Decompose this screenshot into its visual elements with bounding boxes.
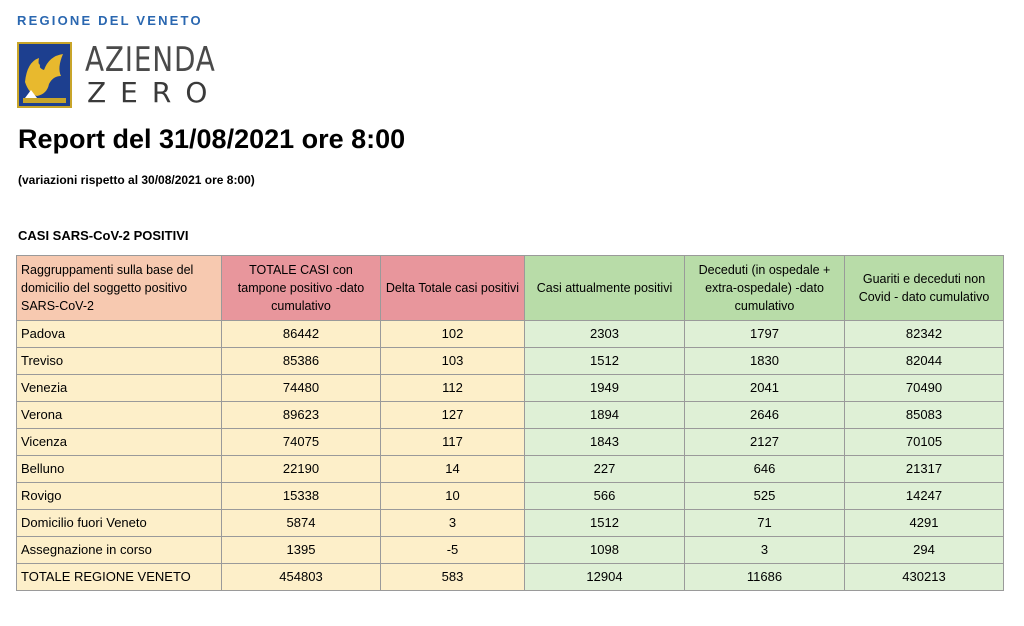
delta-cell: 103	[381, 348, 525, 375]
delta-cell: -5	[381, 537, 525, 564]
table-row	[17, 402, 1004, 429]
area-cell: Assegnazione in corso	[17, 537, 222, 564]
report-subtitle: (variazioni rispetto al 30/08/2021 ore 8:00)	[18, 173, 255, 187]
area-cell: Treviso	[17, 348, 222, 375]
current-positive-cell: 12904	[525, 564, 685, 591]
header-total-cases: TOTALE CASI con tampone positivo -dato cumulativo	[222, 256, 381, 321]
delta-cell: 10	[381, 483, 525, 510]
recovered-cell: 82342	[845, 321, 1004, 348]
current-positive-cell: 1512	[525, 510, 685, 537]
header-delta-cases: Delta Totale casi positivi	[381, 256, 525, 321]
table-row	[17, 375, 1004, 402]
recovered-cell: 82044	[845, 348, 1004, 375]
current-positive-cell: 1949	[525, 375, 685, 402]
recovered-cell: 430213	[845, 564, 1004, 591]
table-row	[17, 348, 1004, 375]
cases-table	[16, 255, 1004, 591]
recovered-cell: 70490	[845, 375, 1004, 402]
report-title: Report del 31/08/2021 ore 8:00	[18, 124, 406, 154]
total-cases-cell: 85386	[222, 348, 381, 375]
table-row	[17, 483, 1004, 510]
table-row	[17, 537, 1004, 564]
recovered-cell: 14247	[845, 483, 1004, 510]
total-cases-cell: 15338	[222, 483, 381, 510]
area-cell: Venezia	[17, 375, 222, 402]
region-name: REGIONE DEL VENETO	[17, 13, 203, 28]
area-cell: Belluno	[17, 456, 222, 483]
winged-lion-emblem-icon	[17, 42, 72, 108]
delta-cell: 102	[381, 321, 525, 348]
table-header-row	[17, 256, 1004, 321]
current-positive-cell: 1843	[525, 429, 685, 456]
deceased-cell: 1797	[685, 321, 845, 348]
total-cases-cell: 454803	[222, 564, 381, 591]
deceased-cell: 71	[685, 510, 845, 537]
recovered-cell: 294	[845, 537, 1004, 564]
recovered-cell: 70105	[845, 429, 1004, 456]
total-cases-cell: 22190	[222, 456, 381, 483]
current-positive-cell: 1894	[525, 402, 685, 429]
deceased-cell: 2646	[685, 402, 845, 429]
delta-cell: 14	[381, 456, 525, 483]
deceased-cell: 3	[685, 537, 845, 564]
deceased-cell: 1830	[685, 348, 845, 375]
table-row	[17, 429, 1004, 456]
area-cell: Rovigo	[17, 483, 222, 510]
current-positive-cell: 1098	[525, 537, 685, 564]
deceased-cell: 2041	[685, 375, 845, 402]
header-current-positive: Casi attualmente positivi	[525, 256, 685, 321]
delta-cell: 117	[381, 429, 525, 456]
current-positive-cell: 227	[525, 456, 685, 483]
org-name-line1: AZIENDA	[85, 40, 216, 80]
header-deceased: Deceduti (in ospedale + extra-ospedale) -dato cumulativo	[685, 256, 845, 321]
total-cases-cell: 74075	[222, 429, 381, 456]
deceased-cell: 2127	[685, 429, 845, 456]
delta-cell: 3	[381, 510, 525, 537]
area-cell: Vicenza	[17, 429, 222, 456]
delta-cell: 583	[381, 564, 525, 591]
table-row	[17, 456, 1004, 483]
total-cases-cell: 5874	[222, 510, 381, 537]
table-row	[17, 321, 1004, 348]
total-cases-cell: 1395	[222, 537, 381, 564]
recovered-cell: 21317	[845, 456, 1004, 483]
table-row	[17, 510, 1004, 537]
current-positive-cell: 566	[525, 483, 685, 510]
area-cell: Padova	[17, 321, 222, 348]
area-cell: Domicilio fuori Veneto	[17, 510, 222, 537]
table-row	[17, 564, 1004, 591]
current-positive-cell: 1512	[525, 348, 685, 375]
table-body	[17, 321, 1004, 591]
header-grouping: Raggruppamenti sulla base del domicilio del soggetto positivo SARS-CoV-2	[17, 256, 222, 321]
section-title: CASI SARS-CoV-2 POSITIVI	[18, 228, 189, 243]
deceased-cell: 525	[685, 483, 845, 510]
current-positive-cell: 2303	[525, 321, 685, 348]
deceased-cell: 646	[685, 456, 845, 483]
delta-cell: 112	[381, 375, 525, 402]
header-recovered: Guariti e deceduti non Covid - dato cumulativo	[845, 256, 1004, 321]
recovered-cell: 4291	[845, 510, 1004, 537]
total-cases-cell: 89623	[222, 402, 381, 429]
area-cell: Verona	[17, 402, 222, 429]
total-cases-cell: 74480	[222, 375, 381, 402]
area-cell: TOTALE REGIONE VENETO	[17, 564, 222, 591]
delta-cell: 127	[381, 402, 525, 429]
org-name-line2: ZERO	[87, 76, 222, 109]
recovered-cell: 85083	[845, 402, 1004, 429]
deceased-cell: 11686	[685, 564, 845, 591]
total-cases-cell: 86442	[222, 321, 381, 348]
